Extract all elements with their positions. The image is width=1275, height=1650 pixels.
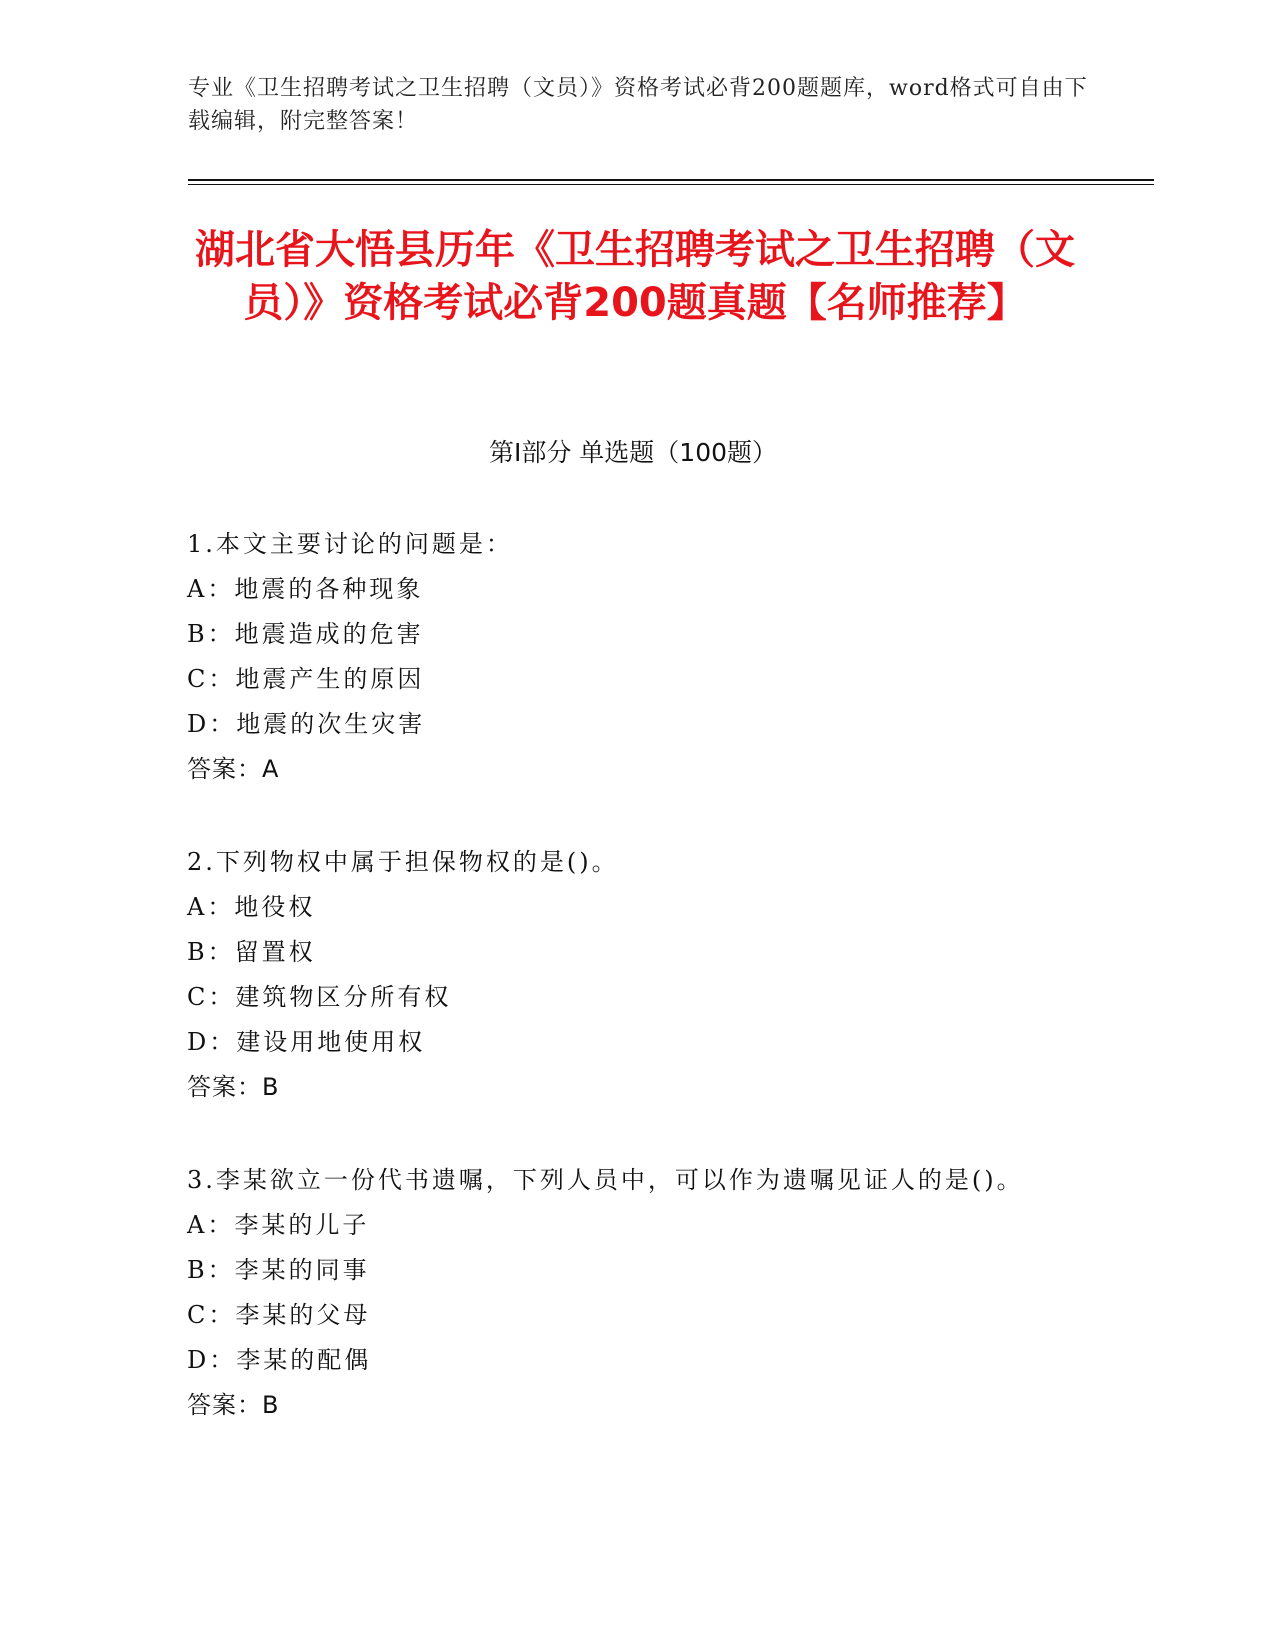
- option-d: D：建设用地使用权: [187, 1028, 426, 1056]
- header-divider-thick: [188, 179, 1154, 181]
- option-b: B：李某的同事: [187, 1256, 370, 1284]
- option-a: A：地役权: [187, 893, 316, 921]
- answer-text: 答案：B: [187, 1391, 280, 1419]
- question-block: [187, 1158, 1067, 1428]
- option-a: A：李某的儿子: [187, 1211, 370, 1239]
- option-c: C：地震产生的原因: [187, 665, 425, 693]
- header-divider-thin: [188, 184, 1154, 185]
- option-c: C：李某的父母: [187, 1301, 371, 1329]
- option-a: A：地震的各种现象: [187, 575, 424, 603]
- option-b: B：留置权: [187, 938, 316, 966]
- option-c: C：建筑物区分所有权: [187, 983, 452, 1011]
- option-d: D：李某的配偶: [187, 1346, 372, 1374]
- question-stem: 1.本文主要讨论的问题是：: [187, 530, 513, 558]
- document-title: 湖北省大悟县历年《卫生招聘考试之卫生招聘（文员）》资格考试必背200题真题【名师推荐】: [195, 227, 1075, 326]
- option-b: B：地震造成的危害: [187, 620, 424, 648]
- answer-text: 答案：B: [187, 1073, 280, 1101]
- option-d: D：地震的次生灾害: [187, 710, 426, 738]
- question-stem: 2.下列物权中属于担保物权的是()。: [187, 848, 619, 876]
- question-block: [187, 840, 1067, 1110]
- section-heading: 第I部分 单选题（100题）: [488, 438, 778, 467]
- question-stem: 3.李某欲立一份代书遗嘱，下列人员中，可以作为遗嘱见证人的是()。: [187, 1166, 1024, 1194]
- question-block: [187, 522, 1067, 792]
- answer-text: 答案：A: [187, 755, 280, 783]
- header-note: 专业《卫生招聘考试之卫生招聘（文员）》资格考试必背200题题库，word格式可自由下载编辑，附完整答案！: [188, 76, 1088, 134]
